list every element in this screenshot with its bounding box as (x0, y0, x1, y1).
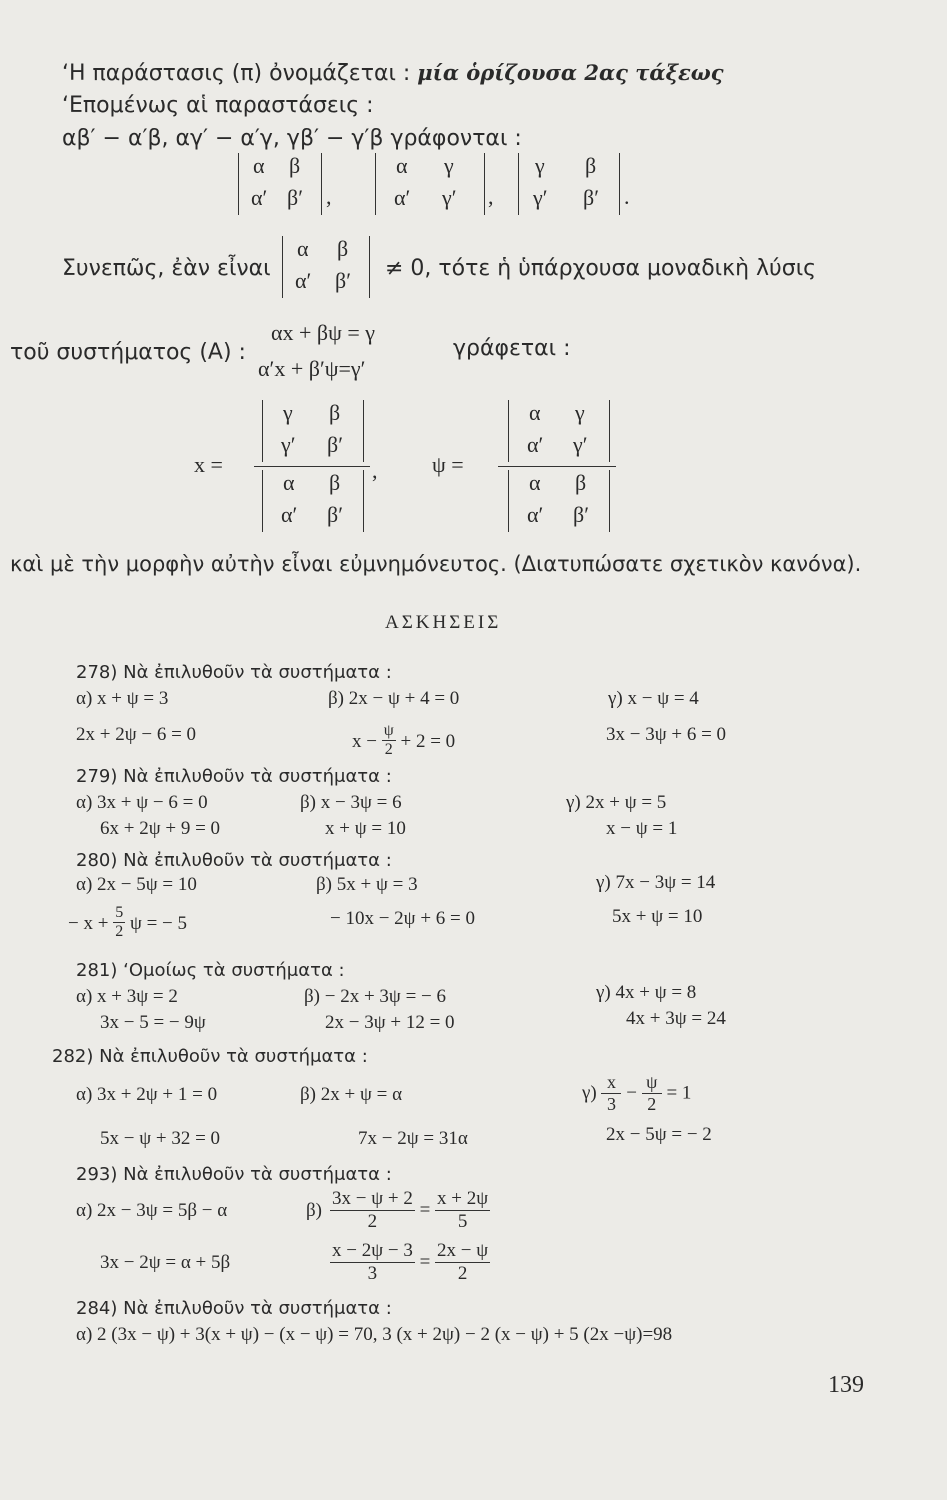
fraction (330, 1240, 415, 1285)
det-cell: γ′ (281, 432, 296, 457)
ex293-a-eq1: α) 2x − 3ψ = 5β − α (76, 1200, 228, 1221)
ex282-c-eq2: 2x − 5ψ = − 2 (606, 1124, 712, 1145)
system-eq-2: α′x + β′ψ=γ′ (258, 356, 366, 381)
det-cell: β′ (327, 432, 344, 457)
ex280-b-eq1: β) 5x + ψ = 3 (316, 874, 418, 895)
intro-line-1 (62, 60, 724, 86)
ex279-c-eq2: x − ψ = 1 (606, 818, 678, 839)
ex278-a-eq1: α) x + ψ = 3 (76, 688, 169, 709)
det-cell: β (329, 400, 341, 425)
system-eq-1: αx + βψ = γ (271, 320, 376, 345)
det-cell: γ (535, 153, 545, 178)
denominator: 5 (457, 1211, 468, 1232)
ex282-b-eq2: 7x − 2ψ = 31α (358, 1128, 468, 1149)
det-cell: α′ (527, 432, 544, 457)
ex293-b-eq1 (330, 1188, 490, 1233)
intro-line-1-text: ‘Η παράστασις (π) ὀνομάζεται : (62, 61, 411, 86)
exercise-293-title: 293) Νὰ ἐπιλυθοῦν τὰ συστήματα : (76, 1164, 392, 1185)
det-cell: β′ (335, 268, 352, 293)
det-cell: γ′ (573, 432, 588, 457)
det-cell: β (585, 153, 597, 178)
numerator: x − 2ψ − 3 (332, 1240, 413, 1261)
fraction (330, 1188, 415, 1233)
fraction (601, 1072, 621, 1115)
denominator: 2 (384, 741, 393, 758)
separator: , (326, 184, 332, 209)
exercise-284-title: 284) Νὰ ἐπιλυθοῦν τὰ συστήματα : (76, 1298, 392, 1319)
det-cell: α (297, 236, 309, 261)
expr-part: γ) (582, 1082, 597, 1104)
det-cell: β′ (583, 185, 600, 210)
ex279-a-eq1: α) 3x + ψ − 6 = 0 (76, 792, 208, 813)
ex281-b-eq1: β) − 2x + 3ψ = − 6 (304, 986, 446, 1007)
page-number: 139 (828, 1372, 864, 1398)
fraction (113, 904, 125, 941)
ex282-a-eq1: α) 3x + 2ψ + 1 = 0 (76, 1084, 218, 1105)
det-cell: γ (444, 153, 454, 178)
numerator: x (601, 1072, 621, 1094)
determinant-main (282, 236, 370, 298)
ex279-c-eq1: γ) 2x + ψ = 5 (566, 792, 667, 813)
numerator: ψ (383, 722, 394, 739)
expr-part: β) (306, 1200, 322, 1221)
expr-part: = (419, 1251, 431, 1273)
ex278-a-eq2: 2x + 2ψ − 6 = 0 (76, 724, 197, 745)
det-cell: α (283, 470, 295, 495)
y-numerator-det (508, 400, 610, 462)
det-cell: γ′ (442, 185, 457, 210)
ex282-b-eq1: β) 2x + ψ = α (300, 1084, 403, 1105)
det-cell: α′ (295, 268, 312, 293)
intro-line-3: αβ′ − α′β, αγ′ − α′γ, γβ′ − γ′β γράφονται : (62, 126, 522, 151)
separator: , (372, 458, 378, 483)
x-denominator-det (262, 470, 364, 532)
ex278-b-eq1: β) 2x − ψ + 4 = 0 (328, 688, 460, 709)
exercise-281-title: 281) ‘Ομοίως τὰ συστήματα : (76, 960, 345, 981)
y-denominator-det (508, 470, 610, 532)
det-cell: α (253, 153, 265, 178)
ex278-c-eq1: γ) x − ψ = 4 (608, 688, 699, 709)
numerator: x + 2ψ (437, 1188, 489, 1209)
ex281-a-eq1: α) x + 3ψ = 2 (76, 986, 178, 1007)
y-label: ψ = (432, 452, 464, 477)
ex280-c-eq2: 5x + ψ = 10 (612, 906, 703, 927)
ex282-c-eq1 (582, 1072, 691, 1115)
x-numerator-det (262, 400, 364, 462)
det-cell: β (289, 153, 301, 178)
fraction (435, 1240, 490, 1285)
ex282-a-eq2: 5x − ψ + 32 = 0 (100, 1128, 221, 1149)
ex281-c-eq2: 4x + 3ψ = 24 (626, 1008, 726, 1029)
det-cell: γ (283, 400, 293, 425)
determinant-gb (518, 153, 620, 215)
det-cell: β′ (327, 502, 344, 527)
exercise-282-title: 282) Νὰ ἐπιλυθοῦν τὰ συστήματα : (52, 1046, 368, 1067)
denominator: 3 (367, 1263, 378, 1284)
ex280-a-eq1: α) 2x − 5ψ = 10 (76, 874, 197, 895)
exercise-278-title: 278) Νὰ ἐπιλυθοῦν τὰ συστήματα : (76, 662, 392, 683)
expr-part: − x + (68, 912, 109, 934)
numerator: 2x − ψ (437, 1240, 489, 1261)
det-cell: β′ (287, 185, 304, 210)
condition-text: Συνεπῶς, ἐὰν εἶναι (62, 256, 271, 281)
det-cell: β (337, 236, 349, 261)
numerator: 5 (115, 904, 124, 921)
expr-part: − (626, 1082, 637, 1104)
ex281-c-eq1: γ) 4x + ψ = 8 (596, 982, 697, 1003)
fraction (435, 1188, 490, 1233)
expr-part: + 2 = 0 (400, 730, 456, 752)
condition-post: ≠ 0, τότε ἡ ὑπάρχουσα μοναδικὴ λύσις (385, 256, 817, 281)
ex280-c-eq1: γ) 7x − 3ψ = 14 (596, 872, 716, 893)
denominator: 2 (367, 1211, 378, 1232)
y-fraction-bar (498, 466, 616, 467)
numerator: 3x − ψ + 2 (332, 1188, 413, 1209)
det-cell: β (575, 470, 587, 495)
det-cell: β (329, 470, 341, 495)
exercises-heading: ΑΣΚΗΣΕΙΣ (385, 612, 502, 633)
denominator: 3 (606, 1094, 616, 1114)
det-cell: β′ (573, 502, 590, 527)
separator: , (488, 184, 494, 209)
ex279-b-eq2: x + ψ = 10 (325, 818, 406, 839)
expr-part: = 1 (666, 1082, 692, 1104)
determinant-ag (375, 153, 485, 215)
det-cell: γ′ (533, 185, 548, 210)
det-cell: α′ (394, 185, 411, 210)
system-label: τοῦ συστήματος (Α) : (10, 340, 246, 365)
ex281-a-eq2: 3x − 5 = − 9ψ (100, 1012, 206, 1033)
exercise-280-title: 280) Νὰ ἐπιλυθοῦν τὰ συστήματα : (76, 850, 392, 871)
denominator: 2 (457, 1263, 468, 1284)
x-label: x = (194, 452, 223, 477)
ex279-a-eq2: 6x + 2ψ + 9 = 0 (100, 818, 221, 839)
denominator: 2 (115, 923, 124, 940)
ex293-a-eq2: 3x − 2ψ = α + 5β (100, 1252, 231, 1273)
det-cell: α (529, 400, 541, 425)
ex280-a-eq2 (68, 906, 187, 943)
intro-line-1-bold: μία ὁρίζουσα 2ας τάξεως (417, 60, 724, 85)
system-after: γράφεται : (453, 336, 571, 361)
denominator: 2 (647, 1094, 657, 1114)
ex281-b-eq2: 2x − 3ψ + 12 = 0 (325, 1012, 455, 1033)
fraction (642, 1072, 662, 1115)
separator: . (624, 184, 630, 209)
mnemonic-text: καὶ μὲ τὴν μορφὴν αὐτὴν εἶναι εὐμνημόνευτος. (Διατυπώσατε σχετικὸν κανόνα). (10, 552, 862, 576)
intro-line-2: ‘Επομένως αἱ παραστάσεις : (62, 93, 374, 118)
numerator: ψ (642, 1072, 662, 1094)
exercise-279-title: 279) Νὰ ἐπιλυθοῦν τὰ συστήματα : (76, 766, 392, 787)
det-cell: α (529, 470, 541, 495)
expr-part: ψ = − 5 (129, 912, 188, 934)
det-cell: α′ (251, 185, 268, 210)
ex293-b-eq2 (330, 1240, 490, 1285)
ex278-c-eq2: 3x − 3ψ + 6 = 0 (606, 724, 727, 745)
det-cell: γ (575, 400, 585, 425)
ex278-b-eq2 (352, 724, 455, 761)
ex280-b-eq2: − 10x − 2ψ + 6 = 0 (330, 908, 476, 929)
x-fraction-bar (254, 466, 370, 467)
det-cell: α′ (281, 502, 298, 527)
expr-part: x − (352, 730, 377, 752)
det-cell: α′ (527, 502, 544, 527)
expr-part: = (419, 1199, 431, 1221)
fraction (382, 722, 396, 759)
det-cell: α (396, 153, 408, 178)
ex284-a: α) 2 (3x − ψ) + 3(x + ψ) − (x − ψ) = 70, 3 (x + 2ψ) − 2 (x − ψ) + 5 (2x −ψ)=98 (76, 1324, 673, 1345)
ex279-b-eq1: β) x − 3ψ = 6 (300, 792, 402, 813)
determinant-ab (238, 153, 322, 215)
